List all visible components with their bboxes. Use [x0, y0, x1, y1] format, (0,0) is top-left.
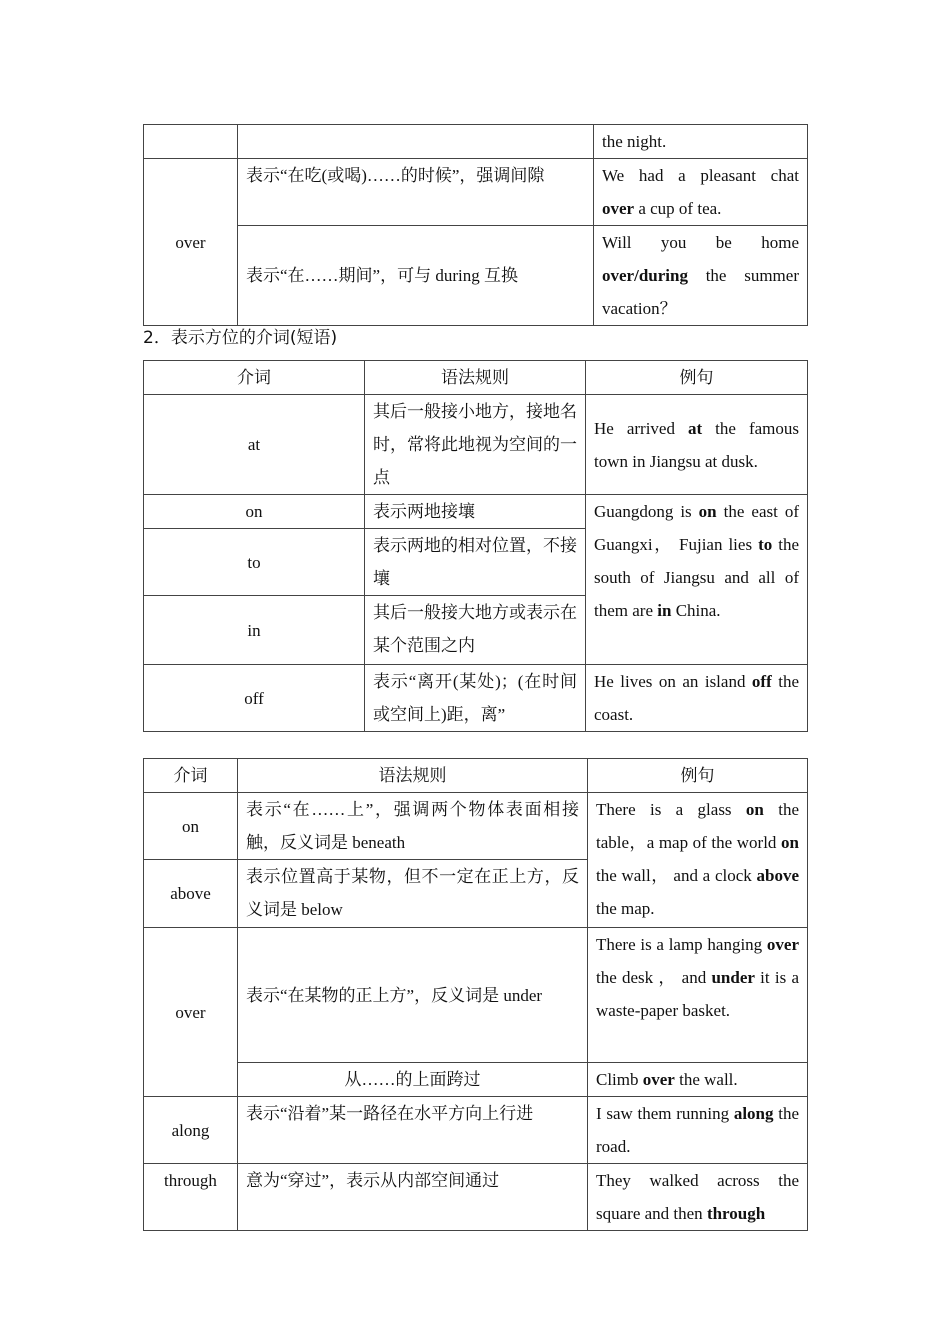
- preposition-in: in: [144, 596, 365, 665]
- example-text: Will you be home: [602, 233, 799, 252]
- rule-cell: 表示“离开(某处)；(在时间或空间上)距，离”: [365, 665, 586, 732]
- rule-cell: 表示“在某物的正上方”，反义词是 under: [238, 928, 588, 1063]
- table-row: [144, 1063, 808, 1097]
- example-text: There is a lamp hanging: [596, 935, 767, 954]
- table-row: [144, 665, 808, 732]
- keyword: in: [657, 601, 672, 620]
- keyword: at: [687, 418, 703, 438]
- rule-cell: 从……的上面跨过: [238, 1063, 588, 1097]
- example-text: He arrived: [594, 418, 688, 438]
- table-row: [144, 159, 808, 226]
- rule-cell: 表示“在……上”，强调两个物体表面相接触，反义词是 beneath: [238, 793, 588, 860]
- rule-cell: 表示“沿着”某一路径在水平方向上行进: [238, 1097, 588, 1164]
- keyword: over/during: [602, 266, 688, 285]
- header-example: 例句: [588, 759, 808, 793]
- keyword: over: [642, 1070, 675, 1089]
- keyword: through: [706, 1204, 766, 1223]
- example-text: the desk ， and: [596, 968, 712, 987]
- table-row: [144, 125, 808, 159]
- keyword: on: [698, 502, 717, 521]
- preposition-to: to: [144, 529, 365, 596]
- example-cell: [586, 395, 808, 495]
- example-text: the famous town in Jiangsu at dusk.: [594, 418, 799, 471]
- preposition-along: along: [144, 1097, 238, 1164]
- keyword: along: [733, 1104, 774, 1123]
- example-cell: [588, 793, 808, 928]
- cell-empty: [144, 125, 238, 159]
- example-text: I saw them running: [596, 1104, 734, 1123]
- example-cell: [586, 495, 808, 665]
- example-text: Climb: [596, 1070, 643, 1089]
- example-text: the road.: [596, 1104, 799, 1156]
- example-cell: [588, 1097, 808, 1164]
- example-text: the south of Jiangsu and all of them are: [594, 535, 799, 620]
- rule-cell: 表示位置高于某物，但不一定在正上方，反义词是 below: [238, 860, 588, 928]
- example-text: We had a pleasant chat: [602, 166, 799, 185]
- header-preposition: 介词: [144, 759, 238, 793]
- example-text: He lives on an island: [594, 672, 752, 691]
- header-rule: 语法规则: [238, 759, 588, 793]
- preposition-on: on: [144, 495, 365, 529]
- preposition-through: through: [144, 1164, 238, 1231]
- example-text: Guangdong is: [594, 502, 699, 521]
- preposition-above: above: [144, 860, 238, 928]
- header-example: 例句: [586, 361, 808, 395]
- table-row: [144, 1097, 808, 1164]
- example-text: China.: [671, 601, 721, 620]
- example-cell: [594, 159, 808, 226]
- keyword: under: [711, 968, 755, 987]
- example-text: There is a glass: [596, 800, 746, 819]
- table-row: [144, 793, 808, 860]
- example-text: the table，a map of the world: [596, 800, 799, 852]
- preposition-on: on: [144, 793, 238, 860]
- rule-cell: 表示“在吃(或喝)……的时候”，强调间隙: [238, 159, 594, 226]
- keyword: above: [756, 866, 799, 885]
- section-heading: 2．表示方位的介词(短语): [143, 328, 338, 348]
- table-row: [144, 226, 808, 326]
- table-position-prepositions: [143, 758, 808, 1231]
- rule-cell: 意为“穿过”，表示从内部空间通过: [238, 1164, 588, 1231]
- keyword: to: [758, 535, 773, 554]
- example-cell: [588, 1063, 808, 1097]
- example-text: the east of Guangxi， Fujian lies: [594, 502, 799, 554]
- rule-cell: 表示两地的相对位置，不接壤: [365, 529, 586, 596]
- example-text: the coast.: [594, 672, 799, 724]
- cell-empty: [238, 125, 594, 159]
- example-cell: [588, 928, 808, 1063]
- keyword: off: [751, 672, 772, 691]
- table-header-row: [144, 759, 808, 793]
- preposition-over: over: [144, 159, 238, 326]
- preposition-off: off: [144, 665, 365, 732]
- example-text: it is a waste-paper basket.: [596, 968, 799, 1020]
- example-text: a cup of tea.: [634, 199, 722, 218]
- keyword: over: [602, 199, 635, 218]
- rule-cell: 其后一般接小地方，接地名时，常将此地视为空间的一点: [365, 395, 586, 495]
- example-cell: [594, 226, 808, 326]
- example-cell: [586, 665, 808, 732]
- example-text: the summer vacation？: [602, 266, 799, 318]
- table-header-row: [144, 361, 808, 395]
- rule-cell: 表示“在……期间”，可与 during 互换: [238, 226, 594, 326]
- rule-cell: 其后一般接大地方或表示在某个范围之内: [365, 596, 586, 665]
- table-row: [144, 1164, 808, 1231]
- table-continuation: [143, 124, 808, 326]
- header-rule: 语法规则: [365, 361, 586, 395]
- keyword: on: [781, 833, 799, 852]
- preposition-over: over: [144, 928, 238, 1097]
- example-text: the map.: [596, 899, 655, 918]
- example-text: the wall.: [674, 1070, 738, 1089]
- header-preposition: 介词: [144, 361, 365, 395]
- table-row: [144, 495, 808, 529]
- rule-cell: 表示两地接壤: [365, 495, 586, 529]
- example-text: They walked across the square and then: [596, 1171, 799, 1223]
- table-row: [144, 928, 808, 1063]
- example-cell: [588, 1164, 808, 1231]
- example-cell: the night.: [594, 125, 808, 159]
- table-row: [144, 395, 808, 495]
- example-text: the wall， and a clock: [596, 866, 757, 885]
- preposition-at: at: [144, 395, 365, 495]
- keyword: on: [745, 800, 764, 819]
- keyword: over: [766, 935, 799, 954]
- table-direction-prepositions: [143, 360, 808, 732]
